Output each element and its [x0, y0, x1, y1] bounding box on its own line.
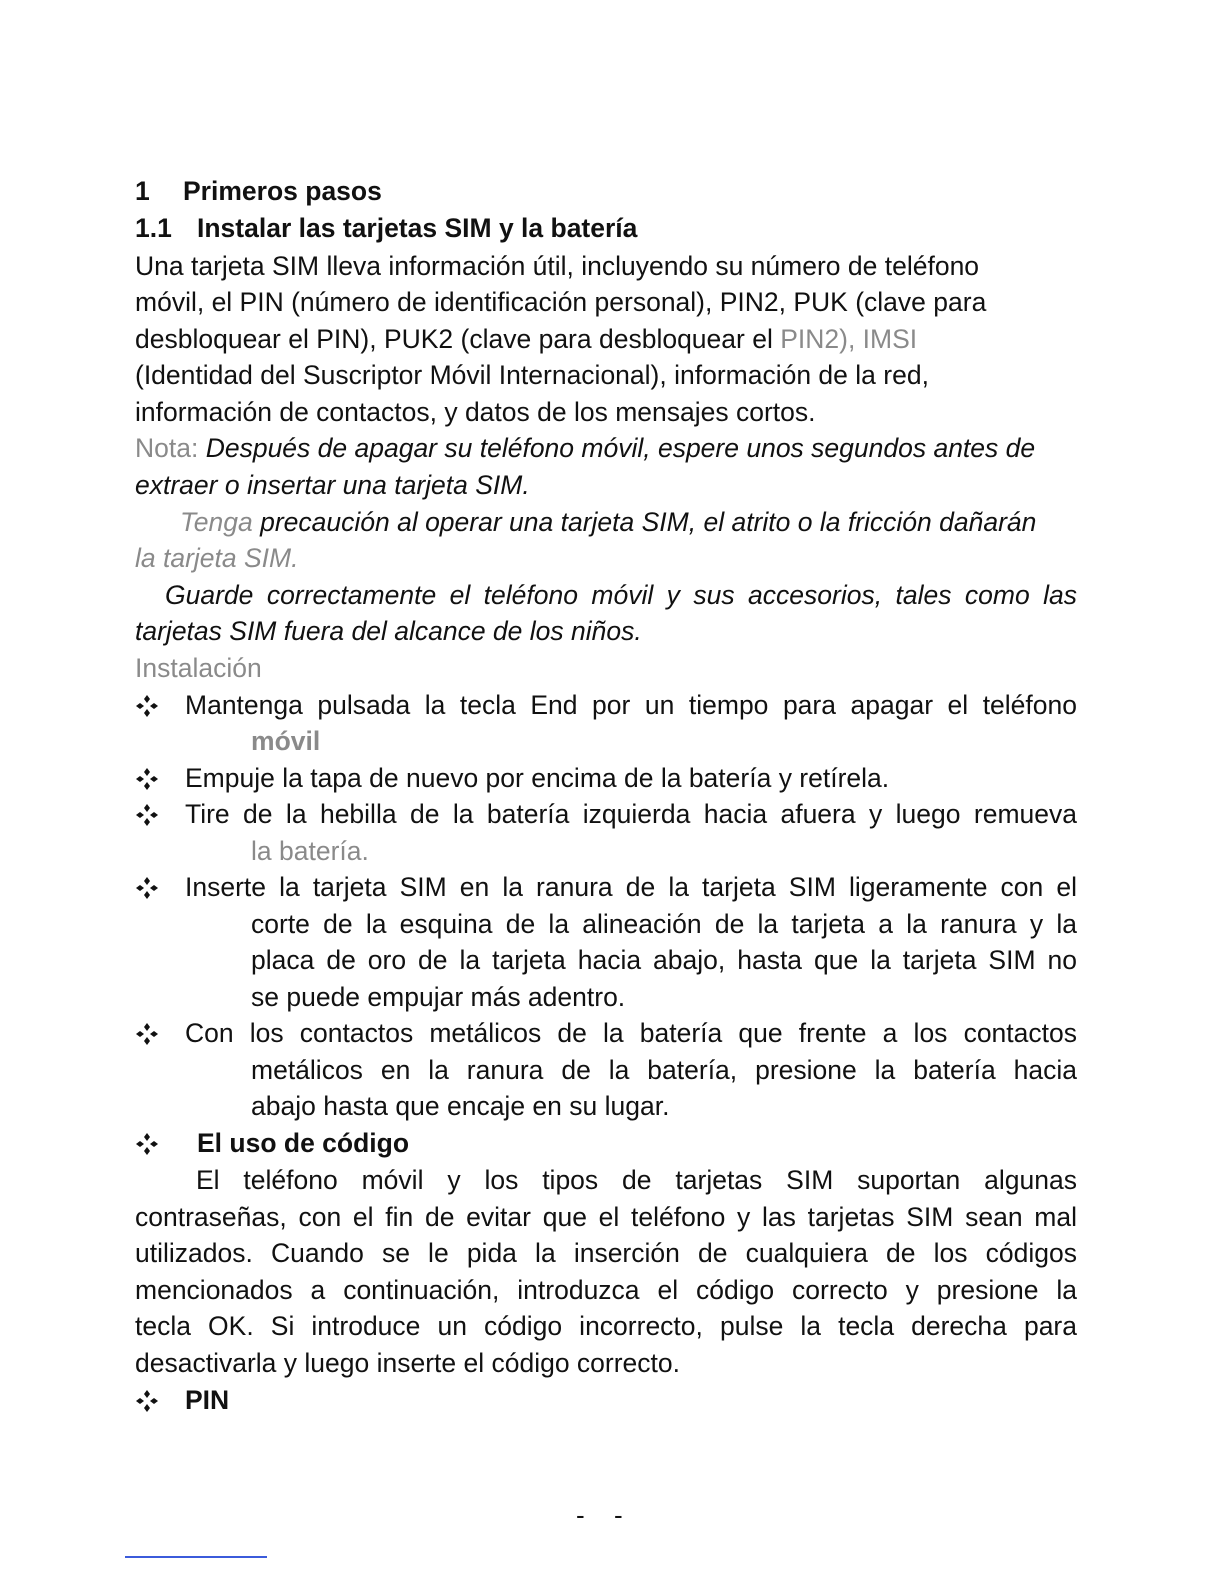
- list-item-text: Con los contactos metálicos de la batería que frente a los contactos: [185, 1018, 1077, 1048]
- list-item-text: Empuje la tapa de nuevo por encima de la batería y retírela.: [185, 763, 890, 793]
- note-text: Después de apagar su teléfono móvil, espere unos segundos antes de: [198, 433, 1036, 463]
- footnote-rule: [125, 1556, 267, 1558]
- install-label: Instalación: [135, 653, 262, 683]
- page-number-dash: -: [576, 1500, 585, 1530]
- intro-line: Una tarjeta SIM lleva información útil, incluyendo su número de teléfono: [135, 251, 980, 281]
- pin-heading-text: PIN: [185, 1385, 230, 1415]
- code-paragraph-line: contraseñas, con el fin de evitar que el teléfono y las tarjetas SIM sean mal: [135, 1202, 1077, 1232]
- diamond-bullet-icon: [135, 1125, 175, 1155]
- list-item-cont: placa de oro de la tarjeta hacia abajo, hasta que la tarjeta SIM no: [251, 945, 1077, 975]
- code-paragraph-line: utilizados. Cuando se le pida la inserción de cualquiera de los códigos: [135, 1238, 1077, 1268]
- diamond-bullet-icon: [135, 869, 175, 899]
- list-item-cont: metálicos en la ranura de la batería, presione la batería hacia: [251, 1055, 1077, 1085]
- diamond-bullet-icon: [135, 760, 175, 790]
- page-number-dash: -: [614, 1500, 623, 1530]
- note-line: extraer o insertar una tarjeta SIM.: [135, 470, 530, 500]
- caution-line: la tarjeta SIM.: [135, 543, 299, 573]
- heading-instalar: [135, 210, 1077, 246]
- list-item-cont: abajo hasta que encaje en su lugar.: [251, 1091, 670, 1121]
- heading-number: 1: [135, 176, 150, 206]
- diamond-bullet-icon: [135, 1382, 175, 1412]
- caution-text: precaución al operar una tarjeta SIM, el atrito o la fricción dañarán: [252, 507, 1037, 537]
- intro-line: [135, 321, 1077, 357]
- intro-line: móvil, el PIN (número de identificación personal), PIN2, PUK (clave para: [135, 287, 987, 317]
- code-heading-text: El uso de código: [197, 1128, 410, 1158]
- list-item-cont: la batería.: [251, 836, 369, 866]
- list-item-text: Inserte la tarjeta SIM en la ranura de la tarjeta SIM ligeramente con el: [185, 872, 1077, 902]
- intro-text: desbloquear el PIN), PUK2 (clave para desbloquear el: [135, 324, 781, 354]
- caution-line: [180, 504, 1077, 540]
- keep-line: tarjetas SIM fuera del alcance de los niños.: [135, 616, 642, 646]
- diamond-bullet-icon: [135, 687, 175, 717]
- list-item-cont: móvil: [251, 726, 321, 756]
- caution-faded: Tenga: [180, 507, 253, 537]
- heading-title: Instalar las tarjetas SIM y la batería: [197, 213, 638, 243]
- list-item-cont: se puede empujar más adentro.: [251, 982, 626, 1012]
- intro-text-faded: PIN2), IMSI: [780, 324, 918, 354]
- code-paragraph-line: mencionados a continuación, introduzca el código correcto y presione la: [135, 1275, 1077, 1305]
- diamond-bullet-icon: [135, 796, 175, 826]
- heading-number: 1.1: [135, 213, 172, 243]
- keep-line: Guarde correctamente el teléfono móvil y sus accesorios, tales como las: [165, 580, 1077, 610]
- intro-line: (Identidad del Suscriptor Móvil Internacional), información de la red,: [135, 360, 929, 390]
- list-item-text: Tire de la hebilla de la batería izquierda hacia afuera y luego remueva: [185, 799, 1077, 829]
- code-paragraph-line: desactivarla y luego inserte el código correcto.: [135, 1348, 681, 1378]
- note-line: [135, 430, 1077, 466]
- code-paragraph-line: tecla OK. Si introduce un código incorrecto, pulse la tecla derecha para: [135, 1311, 1077, 1341]
- diamond-bullet-icon: [135, 1015, 175, 1045]
- list-item-text: Mantenga pulsada la tecla End por un tiempo para apagar el teléfono: [185, 690, 1077, 720]
- heading-title: Primeros pasos: [183, 176, 382, 206]
- heading-primeros-pasos: [135, 173, 1077, 209]
- code-paragraph-line: El teléfono móvil y los tipos de tarjetas SIM suportan algunas: [196, 1165, 1077, 1195]
- note-label: Nota:: [135, 433, 199, 463]
- intro-line: información de contactos, y datos de los mensajes cortos.: [135, 397, 816, 427]
- list-item-cont: corte de la esquina de la alineación de la tarjeta a la ranura y la: [251, 909, 1077, 939]
